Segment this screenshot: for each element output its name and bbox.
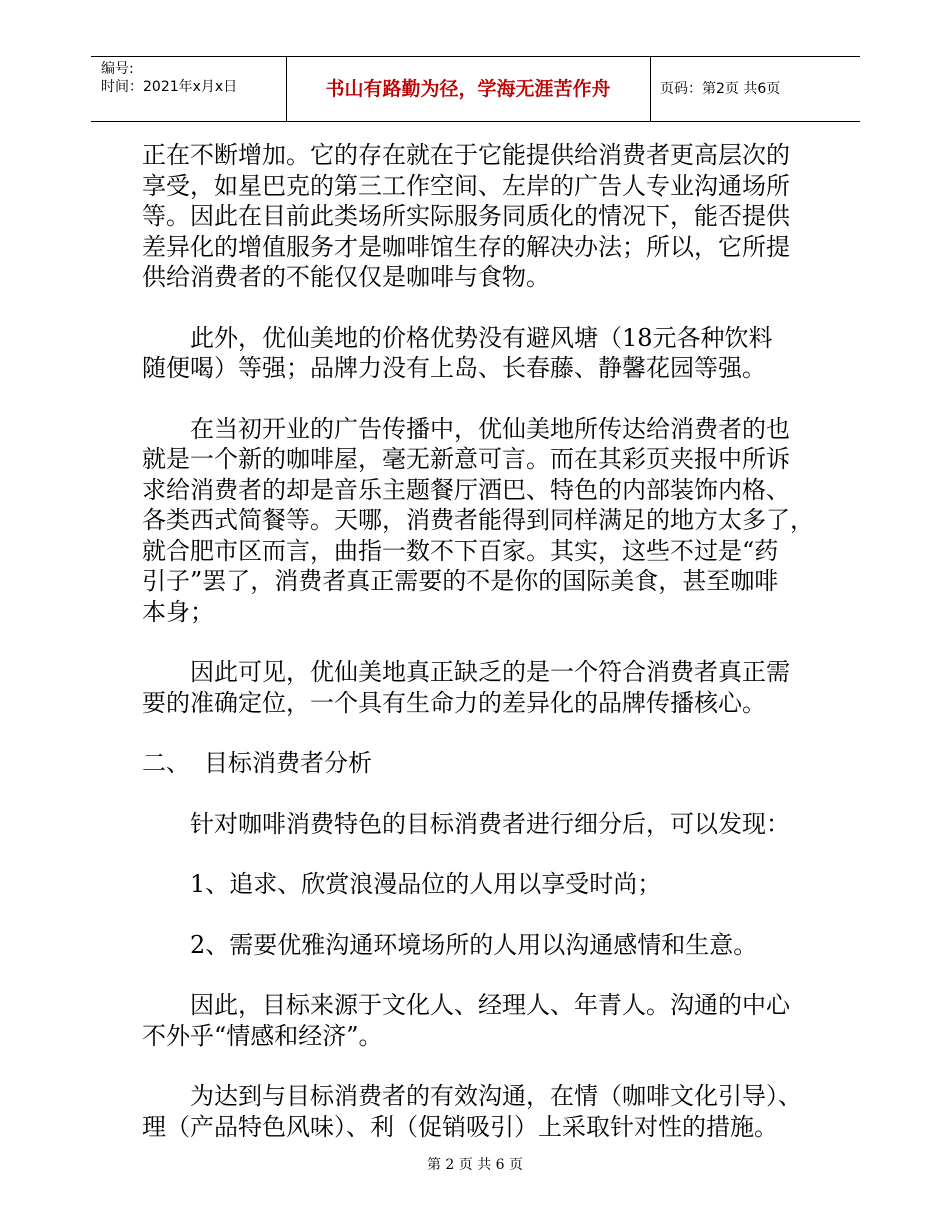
paragraph-price-advantage [142, 323, 832, 384]
text-line: 引子”罢了，消费者真正需要的不是你的国际美食，甚至咖啡 [142, 567, 779, 595]
paragraph-segmentation: 针对咖啡消费特色的目标消费者进行细分后，可以发现： [190, 809, 790, 838]
header-number-label: 编号: [101, 61, 134, 77]
text-line: 供给消费者的不能仅仅是咖啡与食物。 [142, 263, 550, 291]
section-heading-text: 目标消费者分析 [204, 749, 372, 777]
text-line: 因此，目标来源于文化人、经理人、年青人。沟通的中心 [190, 991, 790, 1019]
text-line: 随便喝）等强；品牌力没有上岛、长春藤、静馨花园等强。 [142, 354, 766, 382]
text-line: 就是一个新的咖啡屋，毫无新意可言。而在其彩页夹报中所诉 [142, 445, 790, 473]
text-line: 理（产品特色风味）、利（促销吸引）上采取针对性的措施。 [142, 1112, 778, 1141]
paragraph-continued [142, 140, 832, 293]
header-divider-right [650, 56, 651, 122]
text-line: 此外，优仙美地的价格优势没有避风塘（18元各种饮料 [190, 323, 773, 352]
list-item: 2、需要优雅沟通环境场所的人用以沟通感情和生意。 [190, 930, 758, 959]
paragraph-target-source [142, 990, 832, 1051]
text-line: 享受，如星巴克的第三工作空间、左岸的广告人专业沟通场所 [142, 171, 790, 200]
text-line: 本身； [142, 597, 214, 626]
section-heading-number: 二、 [142, 749, 190, 777]
section-heading [142, 748, 832, 779]
header-top-rule [91, 56, 860, 57]
paragraph-measures [142, 1081, 832, 1142]
text-line: 为达到与目标消费者的有效沟通，在情（咖啡文化引导）、 [190, 1082, 802, 1110]
text-line: 差异化的增值服务才是咖啡馆生存的解决办法；所以，它所提 [142, 232, 790, 261]
paragraph-advertising [142, 414, 832, 628]
text-line: 要的准确定位，一个具有生命力的差异化的品牌传播核心。 [142, 688, 766, 717]
header-time-label: 时间：2021年x月x日 [101, 79, 238, 95]
header-bottom-rule [91, 121, 860, 122]
text-line: 因此可见，优仙美地真正缺乏的是一个符合消费者真正需 [190, 658, 790, 686]
text-line: 求给消费者的却是音乐主题餐厅酒巴、特色的内部装饰内格、 [142, 475, 790, 504]
document-body [142, 140, 832, 1172]
header-motto: 书山有路勤为径，学海无涯苦作舟 [325, 78, 611, 100]
text-line: 不外乎“情感和经济”。 [142, 1021, 383, 1050]
text-line: 在当初开业的广告传播中，优仙美地所传达给消费者的也 [190, 414, 790, 443]
page-footer: 第 2 页 共 6 页 [426, 1157, 524, 1173]
text-line: 就合肥市区而言，曲指一数不下百家。其实，这些不过是“药 [142, 536, 779, 565]
header-page-info: 页码：第2页 共6页 [660, 81, 781, 97]
list-item: 1、追求、欣赏浪漫品位的人用以享受时尚； [190, 870, 662, 898]
text-line: 等。因此在目前此类场所实际服务同质化的情况下，能否提供 [142, 202, 790, 230]
text-line: 各类西式简餐等。天哪，消费者能得到同样满足的地方太多了， [142, 506, 814, 534]
text-line: 正在不断增加。它的存在就在于它能提供给消费者更高层次的 [142, 141, 790, 169]
paragraph-conclusion [142, 657, 832, 718]
